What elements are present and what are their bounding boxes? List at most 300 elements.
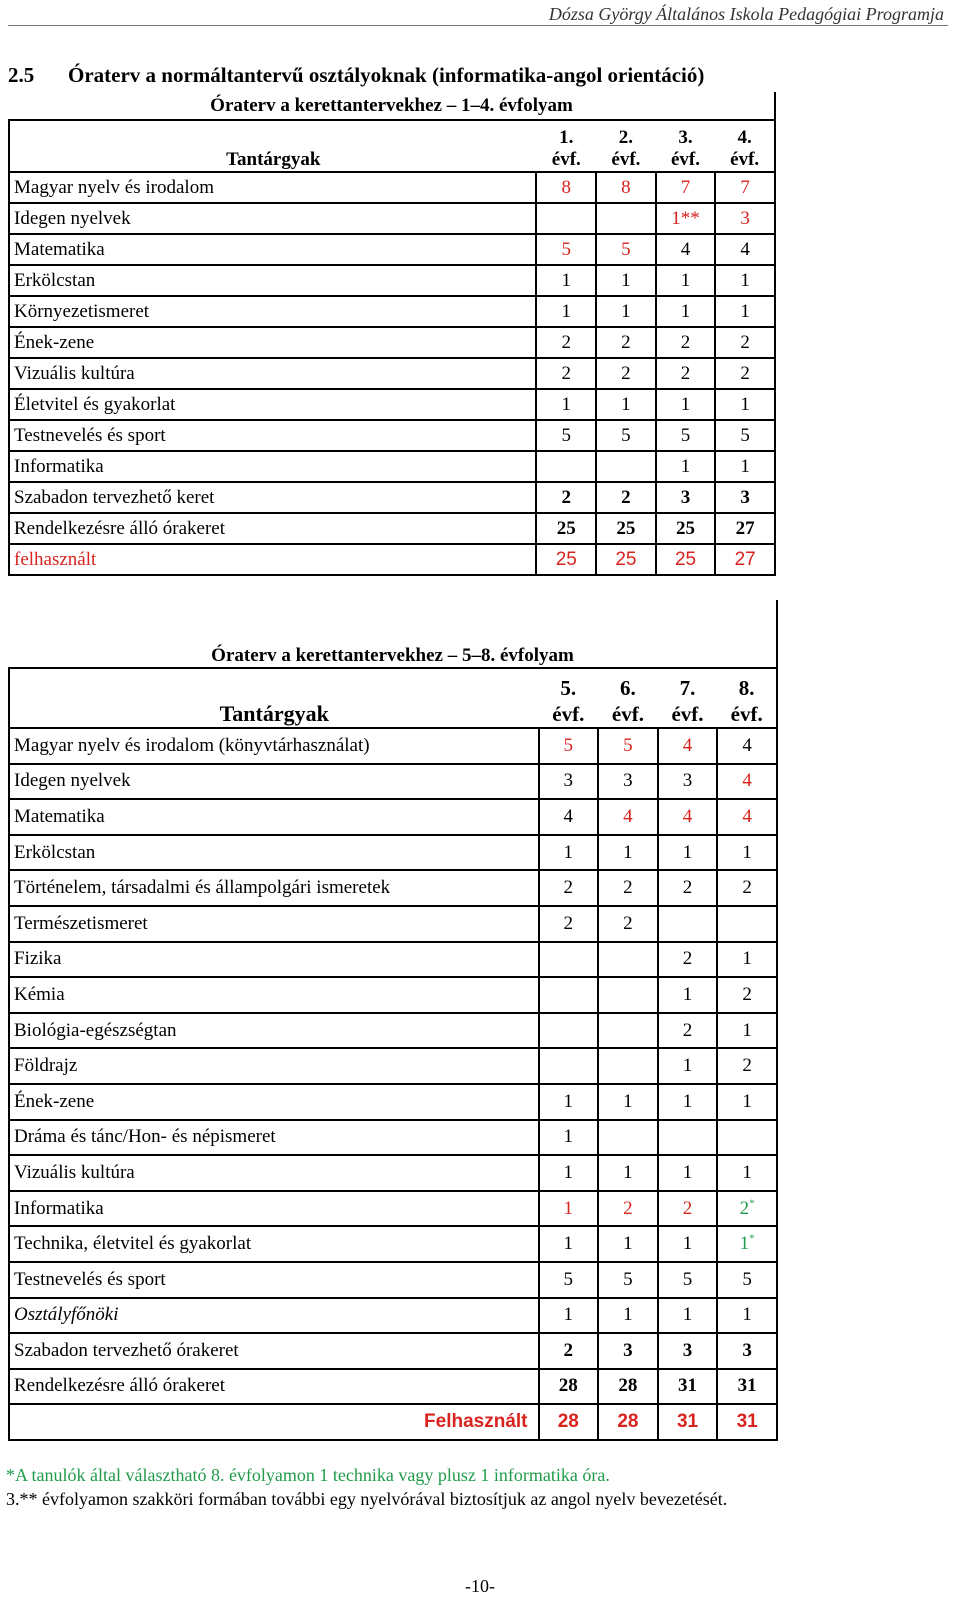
subject-cell: Matematika	[9, 234, 536, 265]
hours-cell	[717, 977, 777, 1013]
subject-cell: Matematika	[9, 799, 539, 835]
hours-cell	[658, 906, 718, 942]
hours-cell	[596, 544, 656, 575]
hours-cell	[539, 728, 599, 764]
table1-grade-header	[596, 120, 656, 172]
hours-value: 3	[623, 1339, 633, 1361]
hours-cell	[598, 906, 658, 942]
hours-cell	[715, 327, 775, 358]
hours-cell	[715, 389, 775, 420]
hours-value: 1	[621, 393, 631, 415]
table2-grade-7-num: 7.	[679, 676, 696, 700]
table1-grade-4-abbr: évf.	[730, 149, 760, 170]
hours-cell	[536, 203, 596, 234]
hours-cell	[536, 544, 596, 575]
table2-caption: Óraterv a kerettantervekhez – 5–8. évfolyam	[9, 600, 777, 668]
hours-cell	[717, 764, 777, 800]
hours-value: 25	[555, 548, 577, 570]
footnote-mark: *	[749, 1197, 755, 1210]
hours-value: 31	[676, 1411, 699, 1433]
table1-subject-header: Tantárgyak	[9, 120, 536, 172]
hours-value: 25	[676, 517, 695, 539]
hours-value: 2	[740, 331, 750, 353]
hours-cell	[596, 296, 656, 327]
hours-value: 1	[740, 455, 750, 477]
hours-value: 4	[563, 805, 574, 827]
hours-value: 3	[682, 1339, 693, 1361]
hours-cell	[715, 420, 775, 451]
hours-cell	[658, 835, 718, 871]
hours-value: 1	[740, 393, 750, 415]
subject-cell: felhasznált	[9, 544, 536, 575]
hours-value: 1	[623, 841, 633, 863]
hours-cell	[656, 358, 716, 389]
hours-value: 4	[742, 770, 752, 792]
hours-value: 1	[682, 983, 693, 1005]
hours-value: 7	[740, 176, 750, 198]
hours-value: 1	[682, 841, 693, 863]
hours-value: 1	[563, 841, 574, 863]
hours-cell	[536, 482, 596, 513]
hours-cell	[596, 389, 656, 420]
hours-value: 5	[563, 1268, 574, 1290]
hours-cell	[656, 389, 716, 420]
hours-value: 2	[739, 1197, 750, 1219]
table1-grade-header	[656, 120, 716, 172]
hours-value: 2	[680, 331, 691, 353]
hours-cell	[536, 513, 596, 544]
table2-grade-header	[598, 668, 658, 728]
hours-value: 4	[740, 238, 750, 260]
hours-value: 2	[623, 912, 633, 934]
table-row	[9, 764, 777, 800]
subject-cell: Testnevelés és sport	[9, 420, 536, 451]
hours-cell	[715, 203, 775, 234]
hours-cell	[717, 1048, 777, 1084]
hours-value: 1	[563, 1304, 574, 1326]
table2-grade-8-abbr: évf.	[730, 702, 763, 726]
table1-caption: Óraterv a kerettantervekhez – 1–4. évfolyam	[9, 92, 775, 120]
hours-cell	[658, 1333, 718, 1369]
hours-cell	[598, 799, 658, 835]
hours-cell	[656, 296, 716, 327]
table2-grade-6-abbr: évf.	[611, 702, 644, 726]
hours-cell	[598, 870, 658, 906]
hours-value: 1	[742, 1161, 752, 1183]
hours-value: 4	[680, 238, 691, 260]
hours-cell	[536, 172, 596, 203]
hours-value: 8	[621, 176, 631, 198]
subject-cell: Technika, életvitel és gyakorlat	[9, 1226, 539, 1262]
subject-cell: Biológia-egészségtan	[9, 1013, 539, 1049]
hours-cell	[596, 358, 656, 389]
hours-value: 5	[563, 734, 574, 756]
hours-cell	[658, 1404, 718, 1440]
hours-value: 1	[621, 300, 631, 322]
table2-grade-8-num: 8.	[738, 676, 755, 700]
hours-cell	[717, 1298, 777, 1334]
hours-cell	[598, 764, 658, 800]
hours-cell	[598, 1262, 658, 1298]
footnote-technika-informatika: *A tanulók által választható 8. évfolyamon 1 technika vagy plusz 1 informatika óra.	[6, 1465, 610, 1485]
hours-cell	[536, 420, 596, 451]
table2-grade-header	[539, 668, 599, 728]
hours-cell	[717, 1369, 777, 1405]
header-rule	[8, 25, 948, 26]
hours-cell	[598, 1013, 658, 1049]
hours-cell	[598, 1298, 658, 1334]
hours-cell	[717, 1404, 777, 1440]
table-row	[9, 544, 775, 575]
hours-cell	[539, 942, 599, 978]
subject-cell: Idegen nyelvek	[9, 203, 536, 234]
hours-value: 1	[561, 393, 572, 415]
hours-cell	[536, 358, 596, 389]
hours-value: 1	[561, 300, 572, 322]
hours-cell	[596, 327, 656, 358]
table-row	[9, 482, 775, 513]
hours-cell	[598, 977, 658, 1013]
hours-cell	[658, 728, 718, 764]
hours-value: 1	[739, 1233, 750, 1255]
table1-grade-1-abbr: évf.	[551, 149, 581, 170]
subject-cell: Ének-zene	[9, 327, 536, 358]
hours-cell	[536, 389, 596, 420]
hours-value: 5	[680, 424, 691, 446]
hours-value: 4	[742, 805, 752, 827]
hours-value: 1	[682, 1304, 693, 1326]
hours-value: 3	[742, 1339, 752, 1361]
hours-cell	[596, 234, 656, 265]
hours-cell	[715, 296, 775, 327]
timetable-grades-5-8	[8, 600, 778, 1441]
hours-cell	[715, 265, 775, 296]
table-row	[9, 1013, 777, 1049]
hours-cell	[656, 482, 716, 513]
table-row	[9, 942, 777, 978]
hours-value: 1**	[671, 207, 700, 229]
hours-value: 1	[682, 1055, 693, 1077]
subject-cell: Magyar nyelv és irodalom	[9, 172, 536, 203]
hours-cell	[596, 172, 656, 203]
table-row	[9, 203, 775, 234]
hours-value: 5	[561, 238, 572, 260]
subject-cell: Informatika	[9, 451, 536, 482]
subject-cell: Osztályfőnöki	[9, 1298, 539, 1334]
table1-grade-header	[715, 120, 775, 172]
subject-cell: Idegen nyelvek	[9, 764, 539, 800]
subject-cell: Földrajz	[9, 1048, 539, 1084]
timetable-grades-1-4	[8, 92, 776, 576]
hours-cell	[598, 835, 658, 871]
hours-value: 2	[682, 1197, 693, 1219]
hours-value: 2	[740, 362, 750, 384]
hours-value: 28	[557, 1411, 579, 1433]
hours-value: 1	[563, 1126, 574, 1148]
hours-cell	[536, 265, 596, 296]
hours-cell	[658, 1120, 718, 1156]
hours-cell	[598, 1226, 658, 1262]
hours-cell	[715, 482, 775, 513]
table-row	[9, 835, 777, 871]
hours-value: 2	[742, 877, 752, 899]
table1-grade-3-num: 3.	[678, 127, 693, 148]
hours-cell	[717, 870, 777, 906]
hours-cell	[717, 799, 777, 835]
hours-cell	[717, 1333, 777, 1369]
hours-cell	[717, 1120, 777, 1156]
hours-cell	[596, 265, 656, 296]
hours-value: 31	[736, 1411, 758, 1433]
hours-value: 31	[737, 1375, 757, 1397]
table-row	[9, 327, 775, 358]
subject-cell: Dráma és tánc/Hon- és népismeret	[9, 1120, 539, 1156]
hours-value: 2	[680, 362, 691, 384]
hours-value: 8	[561, 176, 572, 198]
table-row	[9, 1333, 777, 1369]
subject-cell: Történelem, társadalmi és állampolgári ismeretek	[9, 870, 539, 906]
document-header: Dózsa György Általános Iskola Pedagógiai Programja	[548, 4, 944, 24]
hours-cell	[658, 1048, 718, 1084]
hours-value: 25	[615, 548, 637, 570]
hours-value: 3	[740, 486, 750, 508]
table2-grade-5-num: 5.	[560, 676, 577, 700]
hours-cell	[539, 1333, 599, 1369]
hours-cell	[598, 1404, 658, 1440]
hours-cell	[539, 764, 599, 800]
hours-cell	[596, 451, 656, 482]
hours-cell	[715, 234, 775, 265]
hours-cell	[656, 203, 716, 234]
hours-cell	[717, 1262, 777, 1298]
hours-cell	[658, 1369, 718, 1405]
table2-grade-5-abbr: évf.	[552, 702, 585, 726]
table1-grade-1-num: 1.	[559, 127, 574, 148]
table-row	[9, 389, 775, 420]
hours-value: 27	[734, 548, 756, 570]
table-row	[9, 1120, 777, 1156]
hours-value: 1	[563, 1197, 574, 1219]
hours-value: 2	[621, 362, 631, 384]
hours-cell	[598, 728, 658, 764]
hours-value: 1	[561, 269, 572, 291]
hours-cell	[598, 1191, 658, 1227]
hours-cell	[717, 942, 777, 978]
hours-cell	[658, 1226, 718, 1262]
hours-value: 2	[621, 331, 631, 353]
table-row	[9, 1298, 777, 1334]
table-row	[9, 1226, 777, 1262]
hours-cell	[717, 906, 777, 942]
hours-value: 2	[623, 1197, 633, 1219]
table-row	[9, 1262, 777, 1298]
hours-cell	[598, 1155, 658, 1191]
hours-value: 5	[682, 1268, 693, 1290]
hours-cell	[656, 451, 716, 482]
hours-value: 28	[618, 1375, 638, 1397]
hours-cell	[717, 1191, 777, 1227]
subject-cell: Szabadon tervezhető órakeret	[9, 1333, 539, 1369]
hours-value: 4	[623, 805, 633, 827]
table-row	[9, 296, 775, 327]
hours-value: 3	[682, 770, 693, 792]
table1-grade-2-num: 2.	[618, 127, 634, 148]
subject-cell: Magyar nyelv és irodalom (könyvtárhasználat)	[9, 728, 539, 764]
hours-value: 5	[561, 424, 572, 446]
hours-cell	[539, 1404, 599, 1440]
hours-value: 4	[742, 734, 752, 756]
hours-cell	[658, 1262, 718, 1298]
subject-cell: Ének-zene	[9, 1084, 539, 1120]
table-row	[9, 728, 777, 764]
hours-value: 25	[556, 517, 576, 539]
table-row	[9, 1084, 777, 1120]
hours-value: 2	[561, 486, 572, 508]
hours-value: 7	[680, 176, 691, 198]
hours-cell	[656, 265, 716, 296]
hours-value: 2	[621, 486, 631, 508]
hours-value: 2	[682, 948, 693, 970]
subject-cell: Életvitel és gyakorlat	[9, 389, 536, 420]
hours-cell	[539, 1155, 599, 1191]
hours-cell	[658, 870, 718, 906]
hours-value: 1	[623, 1233, 633, 1255]
hours-cell	[656, 544, 716, 575]
table2-grade-7-abbr: évf.	[671, 702, 704, 726]
hours-value: 2	[682, 1019, 693, 1041]
hours-value: 5	[623, 1268, 633, 1290]
subject-cell: Fizika	[9, 942, 539, 978]
table-row	[9, 265, 775, 296]
hours-cell	[658, 764, 718, 800]
table1-grade-4-num: 4.	[737, 127, 752, 148]
hours-value: 1	[742, 841, 752, 863]
hours-cell	[717, 1226, 777, 1262]
section-title	[8, 63, 704, 88]
hours-cell	[656, 420, 716, 451]
hours-cell	[596, 203, 656, 234]
hours-cell	[539, 1369, 599, 1405]
hours-cell	[656, 327, 716, 358]
table2-grade-header	[717, 668, 777, 728]
hours-value: 3	[563, 770, 574, 792]
table-row	[9, 1048, 777, 1084]
table-row	[9, 420, 775, 451]
hours-cell	[596, 513, 656, 544]
hours-value: 2	[742, 983, 752, 1005]
hours-value: 5	[621, 424, 631, 446]
hours-cell	[717, 835, 777, 871]
hours-cell	[715, 172, 775, 203]
hours-cell	[598, 1369, 658, 1405]
hours-cell	[596, 420, 656, 451]
hours-value: 1	[682, 1090, 693, 1112]
table-row	[9, 1155, 777, 1191]
hours-cell	[598, 1084, 658, 1120]
hours-cell	[539, 1226, 599, 1262]
hours-value: 2	[563, 912, 574, 934]
hours-cell	[717, 1013, 777, 1049]
table-row	[9, 234, 775, 265]
hours-cell	[539, 1191, 599, 1227]
subject-cell: Erkölcstan	[9, 835, 539, 871]
hours-value: 2	[682, 877, 693, 899]
table1-grade-2-abbr: évf.	[611, 149, 641, 170]
table-row	[9, 1191, 777, 1227]
table-row	[9, 451, 775, 482]
hours-value: 3	[680, 486, 691, 508]
hours-value: 5	[740, 424, 750, 446]
subject-cell: Rendelkezésre álló órakeret	[9, 513, 536, 544]
footnote-mark: *	[749, 1232, 755, 1245]
hours-cell	[598, 1333, 658, 1369]
subject-cell: Vizuális kultúra	[9, 358, 536, 389]
hours-value: 1	[682, 1233, 693, 1255]
hours-value: 2	[742, 1055, 752, 1077]
hours-cell	[539, 870, 599, 906]
section-number: 2.5	[8, 63, 35, 87]
table-row	[9, 870, 777, 906]
hours-cell	[658, 977, 718, 1013]
hours-value: 1	[680, 269, 691, 291]
hours-cell	[539, 1120, 599, 1156]
page-number: -10-	[465, 1576, 495, 1596]
hours-value: 28	[617, 1411, 639, 1433]
hours-value: 1	[742, 948, 752, 970]
hours-value: 1	[563, 1233, 574, 1255]
table2-subject-header: Tantárgyak	[9, 668, 539, 728]
table1-grade-header	[536, 120, 596, 172]
hours-cell	[658, 1155, 718, 1191]
subject-cell: Környezetismeret	[9, 296, 536, 327]
hours-value: 1	[740, 300, 750, 322]
hours-value: 2	[561, 331, 572, 353]
hours-value: 1	[623, 1090, 633, 1112]
hours-cell	[656, 172, 716, 203]
table-row	[9, 1369, 777, 1405]
hours-cell	[539, 1048, 599, 1084]
hours-value: 31	[678, 1375, 698, 1397]
subject-cell: Informatika	[9, 1191, 539, 1227]
hours-cell	[658, 1298, 718, 1334]
hours-cell	[539, 835, 599, 871]
subject-cell: Testnevelés és sport	[9, 1262, 539, 1298]
table-row	[9, 358, 775, 389]
footnote-language-club: 3.** évfolyamon szakköri formában további egy nyelvórával biztosítjuk az angol nyelv bevezetését.	[6, 1489, 728, 1509]
hours-cell	[539, 799, 599, 835]
hours-value: 3	[623, 770, 633, 792]
hours-cell	[536, 327, 596, 358]
table2-grade-header	[658, 668, 718, 728]
hours-value: 1	[621, 269, 631, 291]
hours-cell	[539, 1084, 599, 1120]
hours-value: 3	[740, 207, 750, 229]
subject-cell: Felhasznált	[9, 1404, 539, 1440]
section-title-text: Óraterv a normáltantervű osztályoknak (informatika-angol orientáció)	[68, 63, 705, 87]
hours-value: 28	[558, 1375, 578, 1397]
hours-value: 1	[623, 1161, 633, 1183]
hours-value: 25	[616, 517, 636, 539]
hours-value: 5	[623, 734, 633, 756]
hours-cell	[536, 296, 596, 327]
hours-value: 1	[563, 1161, 574, 1183]
hours-cell	[658, 1084, 718, 1120]
hours-cell	[656, 513, 716, 544]
table-row	[9, 1404, 777, 1440]
hours-cell	[658, 799, 718, 835]
hours-cell	[539, 906, 599, 942]
table-row	[9, 172, 775, 203]
